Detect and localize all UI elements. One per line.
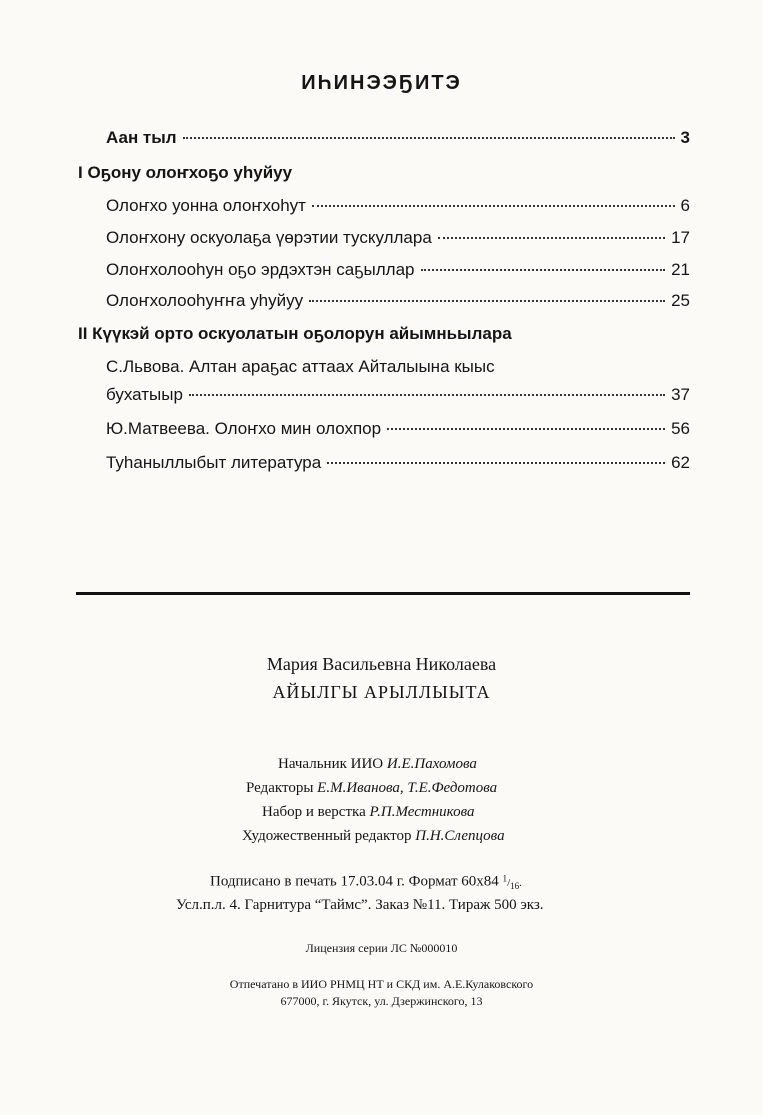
toc-entry: [106, 128, 690, 148]
toc-entry-label: Ю.Матвеева. Олоҥхо мин олохпор: [106, 419, 382, 438]
toc-entry: [106, 291, 690, 311]
toc-entry: [106, 385, 690, 405]
format-fraction: $^1/_{16}$.: [502, 873, 522, 891]
toc-entry: [106, 228, 690, 248]
toc-entry-label: Олоҥхо уонна олоҥхоһут: [106, 196, 306, 215]
toc-entry: [106, 260, 690, 280]
format-denominator: 16: [510, 880, 520, 891]
credit-person: И.Е.Пахомова: [386, 756, 477, 772]
toc-title: ИҺИНЭЭҔИТЭ: [301, 72, 462, 94]
format-numerator: 1: [502, 873, 508, 883]
dot-leader: [421, 269, 666, 271]
toc-story-line: С.Львова. Алтан араҕас аттаах Айталыына кыыс: [106, 357, 495, 376]
credit-line: [242, 828, 505, 845]
address-line: 677000, г. Якутск, ул. Дзержинского, 13: [280, 994, 483, 1008]
printed-at-line: Отпечатано в ИИО РНМЦ НТ и СКД им. А.Е.Кулаковского: [229, 977, 534, 991]
print-details-line: [210, 873, 522, 891]
toc-entry-page: 62: [671, 453, 690, 472]
credit-role: Художественный редактор: [242, 828, 412, 844]
credit-line: [262, 804, 475, 821]
dot-leader: [327, 462, 665, 464]
dot-leader: [183, 137, 675, 139]
toc-entry-page: 37: [671, 385, 690, 404]
toc-entry-page: 25: [671, 291, 690, 310]
toc-entry-label: Олоҥхолооһун оҕо эрдэхтэн саҕыллар: [106, 260, 415, 279]
credit-role: Начальник ИИО: [278, 756, 384, 772]
print-details-text: Подписано в печать 17.03.04 г. Формат 60х84: [210, 873, 499, 890]
toc-entry-page: 17: [671, 228, 690, 247]
dot-leader: [312, 205, 675, 207]
toc-entry-page: 3: [680, 128, 690, 147]
print-details-line: Усл.п.л. 4. Гарнитура “Таймс”. Заказ №11. Тираж 500 экз.: [176, 897, 544, 913]
toc-entry-label: Олоҥхону оскуолаҕа үөрэтии тускуллара: [106, 228, 432, 247]
credit-person: П.Н.Слепцова: [415, 828, 505, 844]
license-line: Лицензия серии ЛС №000010: [305, 941, 458, 955]
toc-entry-label: Туһаныллыбыт литература: [106, 453, 322, 472]
toc-entry-page: 56: [671, 419, 690, 438]
book-title: АЙЫЛГЫ АРЫЛЛЫЫТА: [272, 682, 491, 702]
credit-person: Е.М.Иванова, Т.Е.Федотова: [317, 780, 498, 796]
toc-section-2: II Күүкэй орто оскуолатын оҕолорун айымньылара: [78, 324, 512, 343]
credit-line: [278, 756, 477, 773]
credit-role: Редакторы: [246, 780, 314, 796]
toc-entry-page: 21: [671, 260, 690, 279]
toc-entry-label: бухатыыр: [106, 385, 183, 404]
dot-leader: [438, 237, 665, 239]
divider: [76, 592, 690, 595]
toc-entry: [106, 196, 690, 216]
dot-leader: [309, 300, 665, 302]
toc-entry: [106, 453, 690, 473]
toc-section-1: I Оҕону олоҥхоҕо уһуйуу: [78, 163, 293, 182]
dot-leader: [387, 428, 665, 430]
dot-leader: [189, 394, 665, 396]
credit-line: [246, 780, 497, 797]
toc-entry-label: Олоҥхолооһуҥҥа уһуйуу: [106, 291, 304, 310]
credit-person: Р.П.Местникова: [369, 804, 475, 820]
author-name: Мария Васильевна Николаева: [266, 654, 497, 674]
toc-entry-page: 6: [680, 196, 690, 215]
toc-entry-label: Аан тыл: [106, 128, 177, 147]
credit-role: Набор и верстка: [262, 804, 366, 820]
toc-entry: [106, 419, 690, 439]
